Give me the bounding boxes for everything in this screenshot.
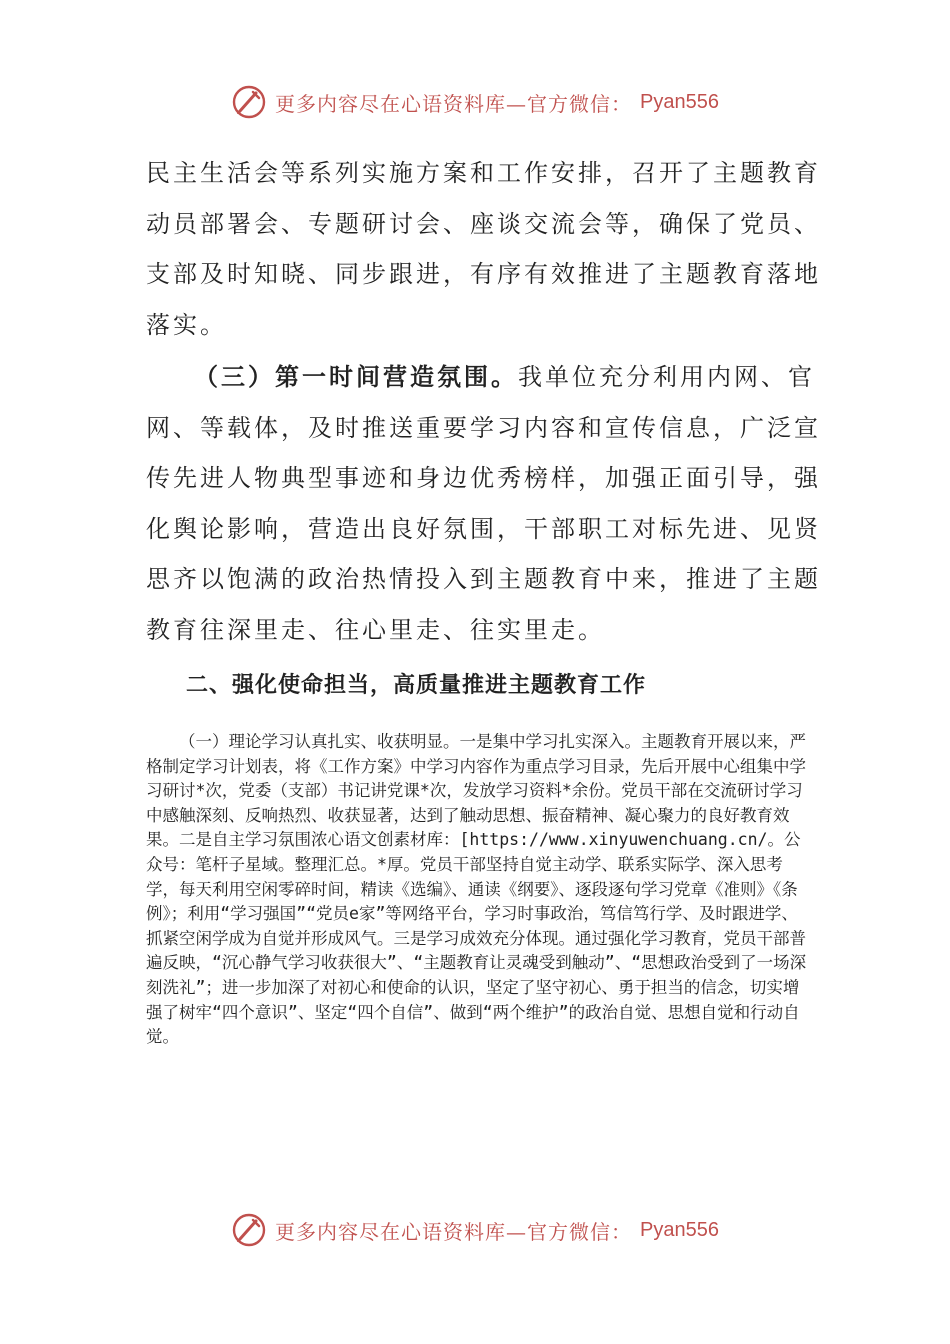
- banner-text: 更多内容尽在心语资料库—官方微信：: [275, 91, 633, 116]
- paragraph-atmosphere: [146, 352, 836, 655]
- pen-seal-logo-icon: [231, 84, 267, 120]
- pen-seal-logo-icon: [231, 1212, 267, 1248]
- paragraph-body: 我单位充分利用内网、官网、等载体，及时推送重要学习内容和宣传信息，广泛宣传先进人物典型事迹和身边优秀榜样，加强正面引导，强化舆论影响，营造出良好氛围，干部职工对标先进、见贤思齐以饱满的政治热情投入到主题教育中来，推进了主题教育往深里走、往心里走、往实里走。: [146, 363, 821, 644]
- paragraph-continuation: 民主生活会等系列实施方案和工作安排，召开了主题教育动员部署会、专题研讨会、座谈交流会等，确保了党员、支部及时知晓、同步跟进，有序有效推进了主题教育落地落实。: [146, 159, 821, 339]
- banner-brand: Pyan556: [640, 1218, 719, 1241]
- header-banner: [0, 82, 950, 122]
- theory-study-paragraph: （一）理论学习认真扎实、收获明显。一是集中学习扎实深入。主题教育开展以来，严格制定学习计划表，将《工作方案》中学习内容作为重点学习目录，先后开展中心组集中学习研讨*次，党委（支部）书记讲党课*次，发放学习资料*余份。党员干部在交流研讨学习中感触深刻、反响热烈、收获显著，达到了触动思想、振奋精神、凝心聚力的良好教育效果。二是自主学习氛围浓心语文创素材库：[https://www.xinyuwenchuang.cn/。公众号：笔杆子星域。整理汇总。*厚。党员干部坚持自觉主动学、联系实际学、深入思考学，每天利用空闲零碎时间，精读《选编》、通读《纲要》、逐段逐句学习党章《准则》《条例》；利用“学习强国”“党员e家”等网络平台，学习时事政治，笃信笃行学、及时跟进学、抓紧空闲学成为自觉并形成风气。三是学习成效充分体现。通过强化学习教育，党员干部普遍反映，“沉心静气学习收获很大”、“主题教育让灵魂受到触动”、“思想政治受到了一场深刻洗礼”；进一步加深了对初心和使命的认识，坚定了坚守初心、勇于担当的信念，切实增强了树牢“四个意识”、坚定“四个自信”、做到“两个维护”的政治自觉、思想自觉和行动自觉。: [146, 732, 807, 1047]
- banner-text: 更多内容尽在心语资料库—官方微信：: [275, 1219, 633, 1244]
- footer-banner: [0, 1210, 950, 1250]
- banner-brand: Pyan556: [640, 90, 719, 113]
- section-heading: 二、强化使命担当，高质量推进主题教育工作: [186, 673, 647, 698]
- paragraph-heading: （三）第一时间营造氛围。: [194, 363, 518, 391]
